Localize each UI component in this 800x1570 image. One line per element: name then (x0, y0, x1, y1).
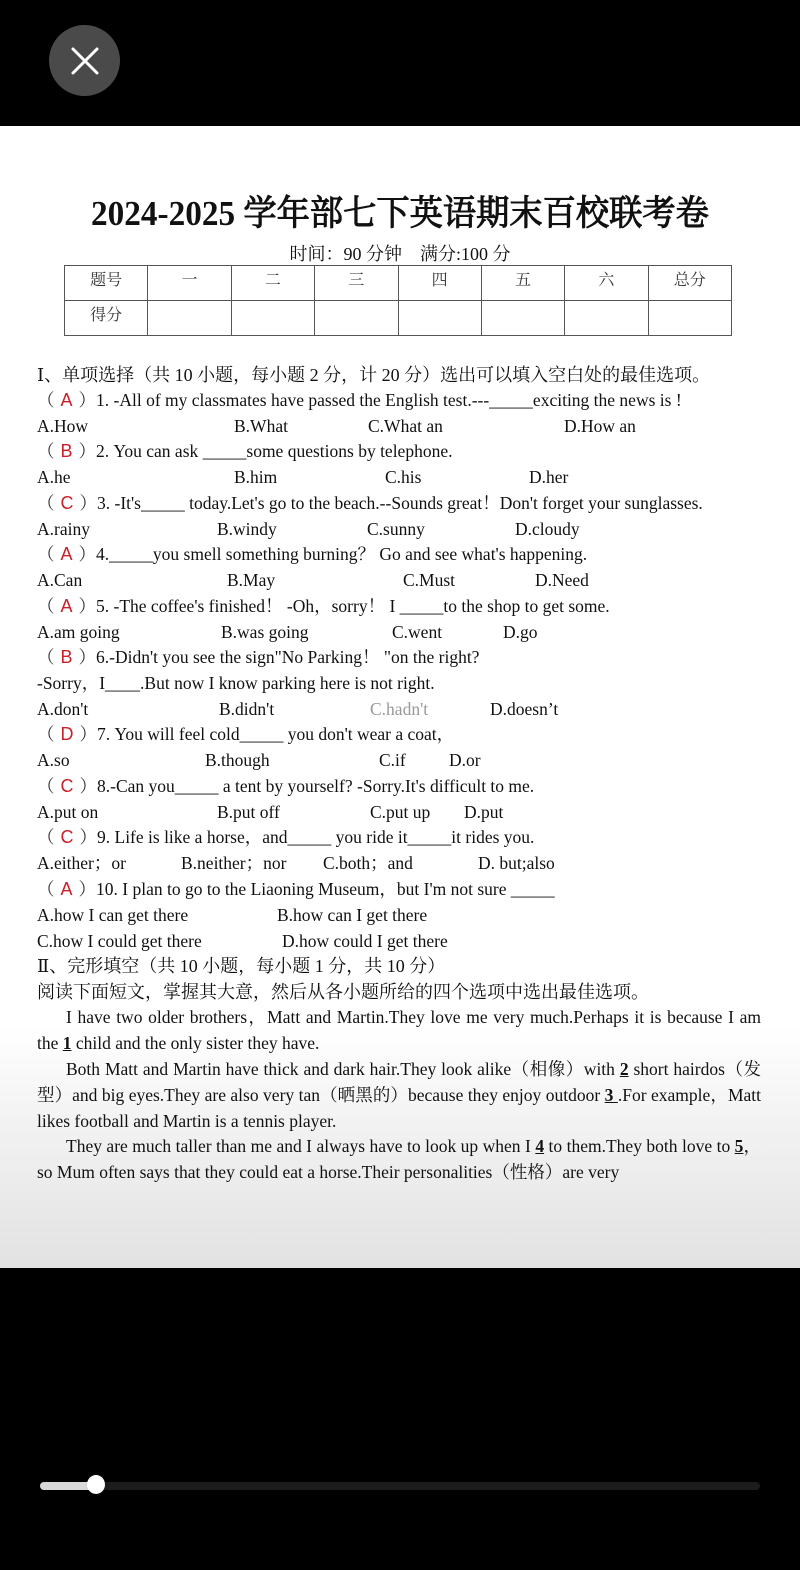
answer-mark: A (60, 544, 73, 564)
answer-mark: B (60, 441, 73, 461)
question-3: （ C ）3. -It's_____ today.Let's go to the beach.--Sounds great！Don't forget your sunglasses. (37, 493, 703, 513)
answer-mark: B (60, 647, 73, 667)
table-cell (481, 301, 564, 336)
table-cell: 得分 (65, 301, 148, 336)
answer-mark: C (60, 827, 74, 847)
question-6-continued: -Sorry，I____.But now I know parking here is not right. (37, 673, 435, 693)
table-cell: 三 (315, 266, 398, 301)
table-cell: 总分 (648, 266, 731, 301)
question-10-options-row1: A.how I can get there B.how can I get there (37, 905, 428, 925)
question-9: （ C ）9. Life is like a horse，and_____ you ride it_____it rides you. (37, 827, 535, 847)
table-cell: 六 (565, 266, 648, 301)
table-cell: 二 (231, 266, 314, 301)
answer-mark: C (60, 493, 74, 513)
table-cell (648, 301, 731, 336)
close-button[interactable] (49, 25, 120, 96)
blank-2: 2 (619, 1059, 629, 1079)
question-7-options: A.so B.though C.if D.or (37, 750, 481, 770)
answer-mark: D (60, 724, 74, 744)
question-10-options-row2: C.how I could get there D.how could I get there (37, 931, 448, 951)
viewer-top-bar (0, 0, 800, 126)
answer-mark: C (60, 776, 74, 796)
question-7: （ D ）7. You will feel cold_____ you don't wear a coat， (37, 724, 455, 744)
viewer-bottom-bar (0, 1268, 800, 1570)
close-icon (69, 45, 101, 77)
table-cell (231, 301, 314, 336)
progress-slider-track[interactable] (40, 1482, 760, 1490)
passage-paragraph-1: I have two older brothers，Matt and Martin.They love me very much.Perhaps it is because I am the 1 child and the only sister they have. (37, 1007, 761, 1053)
blank-1: 1 (62, 1032, 72, 1053)
section-1-heading: Ⅰ、单项选择（共 10 小题，每小题 2 分，计 20 分）选出可以填入空白处的最佳选项。 (37, 365, 711, 385)
table-cell: 一 (148, 266, 231, 301)
question-10: （ A ）10. I plan to go to the Liaoning Museum，but I'm not sure _____ (37, 879, 555, 899)
score-table-score-row (65, 301, 732, 336)
table-cell: 题号 (65, 266, 148, 301)
passage-paragraph-2: Both Matt and Martin have thick and dark hair.They look alike（相像）with 2 short hairdos（发型）and big eyes.They are also very tan（晒黑的）because they enjoy outdoor 3 .For example，Matt likes football and Martin is a tennis player. (37, 1059, 762, 1131)
question-4: （ A ）4._____you smell something burning？ Go and see what's happening. (37, 544, 588, 564)
question-2-options: A.he B.him C.his D.her (37, 467, 569, 487)
question-8: （ C ）8.-Can you_____ a tent by yourself? -Sorry.It's difficult to me. (37, 776, 535, 796)
blank-5: 5 (734, 1136, 744, 1156)
question-3-options: A.rainy B.windy C.sunny D.cloudy (37, 519, 580, 539)
question-1: （ A ）1. -All of my classmates have passed the English test.---_____exciting the news is ! (37, 390, 682, 410)
page-title: 2024-2025 学年部七下英语期末百校联考卷 (91, 194, 709, 233)
question-6-options: A.don't B.didn't C.hadn't D.doesn’t (37, 699, 559, 719)
blank-3: 3 (604, 1084, 618, 1105)
table-cell: 五 (481, 266, 564, 301)
section-2-instruction: 阅读下面短文，掌握其大意，然后从各小题所给的四个选项中选出最佳选项。 (37, 982, 649, 1002)
passage-paragraph-3: They are much taller than me and I always have to look up when I 4 to them.They both love to 5，so Mum often says that they could eat a horse.Their personalities（性格）are very (37, 1136, 762, 1182)
question-4-options: A.Can B.May C.Must D.Need (37, 570, 589, 590)
table-cell (398, 301, 481, 336)
answer-mark: A (60, 596, 73, 616)
score-table (64, 265, 732, 336)
table-cell (315, 301, 398, 336)
section-2-heading: Ⅱ、完形填空（共 10 小题，每小题 1 分，共 10 分） (37, 956, 446, 976)
question-5: （ A ）5. -The coffee's finished！ -Oh，sorry！ I _____to the shop to get some. (37, 596, 610, 616)
answer-mark: A (60, 879, 73, 899)
question-6: （ B ）6.-Didn't you see the sign"No Parking！ "on the right? (37, 647, 480, 667)
exam-time-and-score: 时间：90 分钟 满分:100 分 (289, 244, 511, 264)
question-9-options: A.either；or B.neither；nor C.both；and D. but;also (37, 853, 555, 873)
question-2: （ B ）2. You can ask _____some questions by telephone. (37, 441, 453, 461)
exam-page-image (0, 126, 800, 1268)
score-table-header-row (65, 266, 732, 301)
question-5-options: A.am going B.was going C.went D.go (37, 622, 538, 642)
table-cell (148, 301, 231, 336)
question-8-options: A.put on B.put off C.put up D.put (37, 802, 504, 822)
answer-mark: A (60, 390, 73, 410)
progress-slider-thumb[interactable] (87, 1475, 105, 1494)
table-cell: 四 (398, 266, 481, 301)
question-1-options: A.How B.What C.What an D.How an (37, 416, 636, 436)
blank-4: 4 (535, 1136, 545, 1156)
table-cell (565, 301, 648, 336)
